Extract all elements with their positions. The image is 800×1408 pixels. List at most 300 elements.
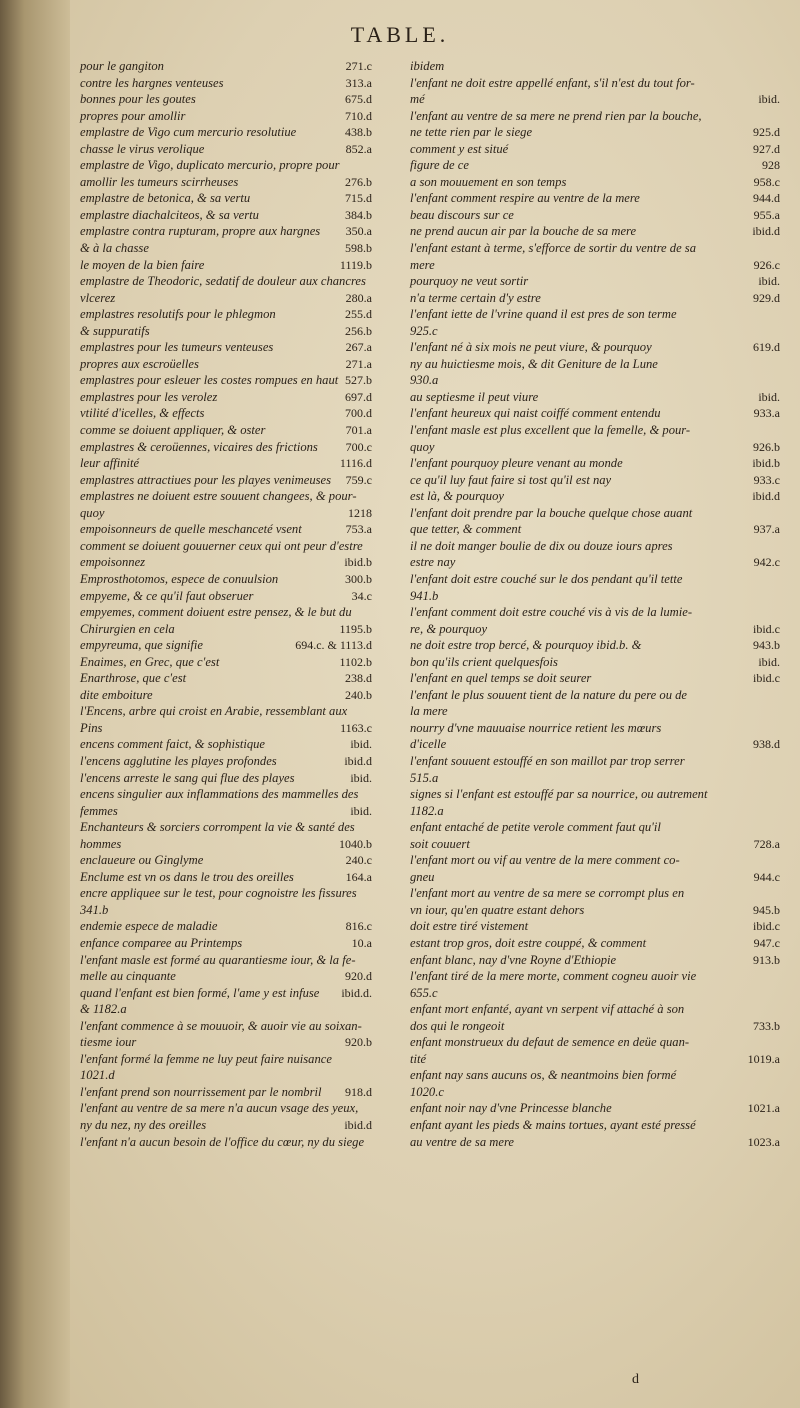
page-title: TABLE. (350, 22, 450, 47)
entry-page-ref: ibid.d. (341, 985, 372, 1000)
entry-text: l'enfant tiré de la mere morte, comment cogneu auoir vie (410, 969, 697, 984)
index-entry (80, 703, 372, 720)
entry-text: mé (410, 92, 425, 107)
index-entry (410, 75, 780, 92)
index-entry (410, 422, 780, 439)
index-entry (80, 124, 372, 141)
entry-page-ref: 753.a (345, 522, 372, 537)
entry-text: l'enfant estant à terme, s'efforce de sortir du ventre de sa (410, 241, 697, 256)
index-entry (80, 190, 372, 207)
entry-page-ref: 728.a (753, 836, 780, 851)
index-entry (410, 223, 780, 240)
entry-page-ref: 619.d (753, 340, 780, 355)
index-entry (410, 1134, 780, 1151)
entry-text: melle au cinquante (80, 969, 176, 984)
entry-text: empoisonneurs de quelle meschanceté vsent (80, 522, 302, 537)
index-entry (80, 472, 372, 489)
entry-page-ref: 852.a (345, 141, 372, 156)
entry-text: enfance comparee au Printemps (80, 935, 243, 950)
entry-text: l'enfant prend son nourrissement par le nombril (80, 1084, 322, 1099)
entry-page-ref: 938.d (753, 737, 780, 752)
entry-page-ref: 926.b (753, 439, 780, 454)
entry-text: Enarthrose, que c'est (80, 671, 187, 686)
entry-text: propres pour amollir (80, 108, 186, 123)
index-entry (410, 753, 780, 770)
index-entry (80, 654, 372, 671)
entry-text: emplastres pour esleuer les costes rompues en haut (80, 373, 339, 388)
entry-text: quand l'enfant est bien formé, l'ame y est infuse (80, 985, 320, 1000)
entry-page-ref: 700.d (345, 406, 372, 421)
entry-page-ref: 733.b (753, 1018, 780, 1033)
entry-page-ref: 1040.b (339, 836, 372, 851)
index-entry (80, 290, 372, 307)
index-entry (410, 538, 780, 555)
entry-text: enfant noir nay d'vne Princesse blanche (410, 1101, 612, 1116)
index-entry (80, 637, 372, 654)
entry-page-ref: 276.b (345, 174, 372, 189)
index-entry (410, 687, 780, 704)
index-entry (410, 124, 780, 141)
entry-text: re, & pourquoy (410, 621, 488, 636)
entry-text: chasse le virus verolique (80, 141, 205, 156)
entry-page-ref: 313.a (345, 75, 372, 90)
index-entry (80, 1001, 372, 1018)
index-entry (80, 405, 372, 422)
entry-page-ref: 1218 (348, 505, 372, 520)
entry-text: pour le gangiton (80, 59, 164, 73)
index-entry (80, 770, 372, 787)
index-entry (410, 1051, 780, 1068)
entry-text: & 1182.a (80, 1002, 127, 1017)
index-entry (410, 455, 780, 472)
index-entry (410, 207, 780, 224)
entry-text: l'enfant au ventre de sa mere ne prend rien par la bouche, (410, 108, 702, 123)
entry-text: l'enfant comment respire au ventre de la mere (410, 191, 640, 206)
entry-text: comment se doiuent gouuerner ceux qui ont peur d'estre (80, 538, 363, 553)
entry-text: soit couuert (410, 836, 470, 851)
entry-text: l'encens arreste le sang qui flue des playes (80, 770, 295, 785)
entry-text: ne prend aucun air par la bouche de sa mere (410, 224, 637, 239)
entry-page-ref: 913.b (753, 952, 780, 967)
entry-text: femmes (80, 803, 118, 818)
entry-page-ref: ibid. (350, 737, 372, 752)
entry-page-ref: 527.b (345, 373, 372, 388)
entry-text: bon qu'ils crient quelquesfois (410, 654, 558, 669)
entry-text: enfant nay sans aucuns os, & neantmoins bien formé (410, 1068, 677, 1083)
index-entry (410, 654, 780, 671)
entry-text: l'enfant doit estre couché sur le dos pendant qu'il tette (410, 571, 683, 586)
entry-page-ref: 926.c (753, 257, 780, 272)
index-entry (410, 405, 780, 422)
index-entry (80, 902, 372, 919)
entry-page-ref: 947.c (753, 935, 780, 950)
index-entry (410, 1117, 780, 1134)
entry-text: tiesme iour (80, 1035, 137, 1050)
entry-page-ref: 816.c (345, 919, 372, 934)
index-entry (410, 621, 780, 638)
index-entry (80, 819, 372, 836)
entry-text: emplastres resolutifs pour le phlegmon (80, 307, 276, 322)
entry-text: Emprosthotomos, espece de conuulsion (80, 571, 279, 586)
index-entry (410, 918, 780, 935)
entry-text: gneu (410, 869, 435, 884)
entry-text: enclaueure ou Ginglyme (80, 853, 204, 868)
entry-page-ref: 350.a (345, 224, 372, 239)
entry-text: estre nay (410, 555, 456, 570)
index-entry (410, 91, 780, 108)
entry-page-ref: 238.d (345, 671, 372, 686)
index-entry (410, 952, 780, 969)
entry-text: l'enfant pourquoy pleure venant au monde (410, 456, 623, 471)
index-entry (410, 604, 780, 621)
entry-page-ref: 920.b (345, 1035, 372, 1050)
index-entry (410, 58, 780, 75)
entry-page-ref: ibid.b (752, 456, 780, 471)
index-entry (80, 339, 372, 356)
entry-text: l'enfant comment doit estre couché vis à vis de la lumie- (410, 605, 693, 620)
index-entry (410, 902, 780, 919)
entry-text: ny au huictiesme mois, & dit Geniture de la Lune (410, 356, 658, 371)
entry-text: ibidem (410, 59, 445, 73)
entry-text: hommes (80, 836, 122, 851)
entry-text: signes si l'enfant est estouffé par sa nourrice, ou autrement (410, 787, 708, 802)
entry-page-ref: 945.b (753, 902, 780, 917)
index-entry (80, 1117, 372, 1134)
entry-text: l'enfant masle est formé au quarantiesme iour, & la fe- (80, 952, 356, 967)
index-entry (410, 852, 780, 869)
entry-page-ref: ibid. (758, 389, 780, 404)
index-entry (410, 935, 780, 952)
entry-text: enfant blanc, nay d'vne Royne d'Ethiopie (410, 952, 617, 967)
entry-text: contre les hargnes venteuses (80, 75, 224, 90)
entry-page-ref: 164.a (345, 869, 372, 884)
entry-page-ref: ibid. (758, 274, 780, 289)
entry-text: vtilité d'icelles, & effects (80, 406, 205, 421)
index-entry (80, 389, 372, 406)
entry-page-ref: 34.c (351, 588, 372, 603)
entry-text: l'enfant commence à se mouuoir, & auoir vie au soixan- (80, 1018, 362, 1033)
index-entry (80, 91, 372, 108)
index-entry (80, 455, 372, 472)
entry-text: empyeme, & ce qu'il faut obseruer (80, 588, 254, 603)
entry-text: l'enfant au ventre de sa mere n'a aucun vsage des yeux, (80, 1101, 359, 1116)
entry-page-ref: 933.c (753, 472, 780, 487)
entry-page-ref: ibid. (350, 770, 372, 785)
index-entry (80, 157, 372, 174)
index-entry (410, 588, 780, 605)
entry-text: l'enfant le plus souuent tient de la nature du pere ou de (410, 687, 688, 702)
index-entry (410, 869, 780, 886)
entry-text: 655.c (410, 985, 438, 1000)
index-entry (80, 621, 372, 638)
entry-text: emplastre de Theodoric, sedatif de douleur aux chancres (80, 274, 366, 289)
entry-text: emplastres pour les tumeurs venteuses (80, 340, 274, 355)
index-entry (80, 207, 372, 224)
entry-text: d'icelle (410, 737, 447, 752)
index-entry (410, 108, 780, 125)
entry-text: que tetter, & comment (410, 522, 522, 537)
index-entry (410, 985, 780, 1002)
entry-text: l'enfant ne doit estre appellé enfant, s'il n'est du tout for- (410, 75, 695, 90)
entry-page-ref: 280.a (345, 290, 372, 305)
entry-text: l'enfant souuent estouffé en son maillot par trop serrer (410, 753, 685, 768)
entry-page-ref: 1116.d (339, 456, 372, 471)
entry-page-ref: 933.a (753, 406, 780, 421)
index-entry (410, 968, 780, 985)
index-entry (410, 703, 780, 720)
entry-text: estant trop gros, doit estre couppé, & comment (410, 935, 647, 950)
entry-page-ref: 1163.c (340, 720, 372, 735)
entry-page-ref: 710.d (345, 108, 372, 123)
entry-text: emplastres & ceroüennes, vicaires des frictions (80, 439, 318, 454)
entry-text: Enaimes, en Grec, que c'est (80, 654, 220, 669)
index-entry (80, 372, 372, 389)
entry-text: le moyen de la bien faire (80, 257, 205, 272)
entry-text: doit estre tiré vistement (410, 919, 529, 934)
entry-text: 925.c (410, 323, 438, 338)
entry-text: & suppuratifs (80, 323, 150, 338)
entry-text: quoy (80, 505, 105, 520)
entry-text: figure de ce (410, 158, 469, 173)
entry-page-ref: 10.a (351, 935, 372, 950)
index-entry (80, 1067, 372, 1084)
entry-page-ref: ibid.d (344, 753, 372, 768)
entry-text: emplastres pour les verolez (80, 389, 218, 404)
entry-page-ref: 1021.a (747, 1101, 780, 1116)
entry-text: l'enfant en quel temps se doit seurer (410, 671, 592, 686)
entry-page-ref: ibid. (758, 654, 780, 669)
index-entry (80, 720, 372, 737)
index-entry (410, 554, 780, 571)
entry-text: mere (410, 257, 435, 272)
index-entry (80, 803, 372, 820)
entry-text: Chirurgien en cela (80, 621, 175, 636)
entry-page-ref: ibid. (350, 803, 372, 818)
entry-page-ref: 1119.b (339, 257, 372, 272)
index-entry (410, 670, 780, 687)
entry-page-ref: 944.d (753, 191, 780, 206)
entry-page-ref: 271.a (345, 356, 372, 371)
index-entry (410, 637, 780, 654)
index-entry (80, 356, 372, 373)
entry-text: leur affinité (80, 456, 140, 471)
index-entry (410, 439, 780, 456)
entry-text: & à la chasse (80, 241, 149, 256)
index-entry (80, 786, 372, 803)
index-entry (410, 372, 780, 389)
index-entry (410, 488, 780, 505)
entry-text: emplastre de betonica, & sa vertu (80, 191, 251, 206)
entry-page-ref: 958.c (753, 174, 780, 189)
entry-text: comment y est situé (410, 141, 509, 156)
index-entry (80, 439, 372, 456)
entry-text: l'Encens, arbre qui croist en Arabie, ressemblant aux (80, 704, 348, 719)
index-entry (80, 1100, 372, 1117)
entry-text: il ne doit manger boulie de dix ou douze iours apres (410, 538, 673, 553)
entry-text: ny du nez, ny des oreilles (80, 1118, 207, 1132)
index-entry (80, 1051, 372, 1068)
entry-text: l'enfant n'a aucun besoin de l'office du cœur, ny du siege (80, 1134, 365, 1149)
entry-page-ref: 929.d (753, 290, 780, 305)
index-entry (410, 1100, 780, 1117)
index-entry (80, 588, 372, 605)
entry-page-ref: 937.a (753, 522, 780, 537)
entry-page-ref: 267.a (345, 340, 372, 355)
index-entry (410, 339, 780, 356)
entry-page-ref: 255.d (345, 307, 372, 322)
entry-page-ref: 715.d (345, 191, 372, 206)
index-entry (80, 257, 372, 274)
index-entry (80, 670, 372, 687)
entry-text: encens comment faict, & sophistique (80, 737, 266, 752)
index-entry (410, 819, 780, 836)
index-entry (410, 1018, 780, 1035)
entry-page-ref: 920.d (345, 969, 372, 984)
entry-page-ref: 927.d (753, 141, 780, 156)
entry-page-ref: 271.c (345, 59, 372, 73)
index-entry (80, 952, 372, 969)
index-entry (410, 240, 780, 257)
index-entry (80, 753, 372, 770)
index-entry (410, 190, 780, 207)
entry-text: emplastre de Vigo cum mercurio resolutiue (80, 125, 297, 140)
entry-text: 1020.c (410, 1084, 444, 1099)
index-entry (80, 273, 372, 290)
entry-text: enfant mort enfanté, ayant vn serpent vif attaché à son (410, 1002, 685, 1017)
entry-text: emplastres ne doiuent estre souuent changees, & pour- (80, 489, 357, 504)
index-entry (80, 75, 372, 92)
entry-text: pourquoy ne veut sortir (410, 274, 529, 289)
entry-text: 930.a (410, 373, 439, 388)
entry-page-ref: 944.c (753, 869, 780, 884)
entry-text: encens singulier aux inflammations des mammelles des (80, 787, 359, 802)
entry-page-ref: 1195.b (339, 621, 372, 636)
index-entry (80, 505, 372, 522)
index-entry (80, 306, 372, 323)
entry-page-ref: 697.d (345, 389, 372, 404)
entry-text: 1021.d (80, 1068, 115, 1083)
left-column (80, 58, 372, 1150)
index-entry (80, 736, 372, 753)
index-entry (410, 1084, 780, 1101)
index-entry (410, 290, 780, 307)
index-entry (410, 174, 780, 191)
entry-page-ref: ibid.b (344, 555, 372, 570)
entry-page-ref: ibid.d (752, 489, 780, 504)
entry-page-ref: 759.c (345, 472, 372, 487)
entry-page-ref: ibid.c (753, 671, 780, 686)
index-entry (80, 223, 372, 240)
entry-text: l'enfant masle est plus excellent que la femelle, & pour- (410, 423, 691, 438)
index-entry (410, 141, 780, 158)
index-entry (410, 257, 780, 274)
entry-text: au septiesme il peut viure (410, 389, 539, 404)
index-entry (80, 521, 372, 538)
right-column (410, 58, 780, 1150)
index-entry (80, 852, 372, 869)
entry-text: n'a terme certain d'y estre (410, 290, 541, 305)
entry-page-ref: 300.b (345, 571, 372, 586)
index-entry (80, 836, 372, 853)
entry-text: amollir les tumeurs scirrheuses (80, 174, 239, 189)
index-entry (80, 554, 372, 571)
index-entry (80, 174, 372, 191)
index-entry (80, 968, 372, 985)
index-entry (80, 141, 372, 158)
entry-text: vn iour, qu'en quatre estant dehors (410, 902, 585, 917)
entry-text: ne doit estre trop bercé, & pourquoy ibid.b. & (410, 638, 642, 653)
index-entry (80, 1084, 372, 1101)
entry-text: empyreuma, que signifie (80, 638, 203, 653)
entry-text: tité (410, 1051, 427, 1066)
index-entry (410, 1001, 780, 1018)
binding-gutter (0, 0, 70, 1408)
entry-text: emplastre contra rupturam, propre aux hargnes (80, 224, 321, 239)
entry-text: enfant ayant les pieds & mains tortues, ayant esté pressé (410, 1118, 696, 1132)
index-entry (410, 157, 780, 174)
entry-text: dos qui le rongeoit (410, 1018, 505, 1033)
index-entry (80, 885, 372, 902)
entry-text: enfant entaché de petite verole comment faut qu'il (410, 820, 661, 835)
entry-page-ref: ibid.c (753, 621, 780, 636)
index-entry (80, 985, 372, 1002)
entry-text: emplastre de Vigo, duplicato mercurio, propre pour (80, 158, 340, 173)
entry-page-ref: 943.b (753, 638, 780, 653)
index-entry (410, 1034, 780, 1051)
index-entry (80, 1134, 372, 1151)
entry-page-ref: 1019.a (747, 1051, 780, 1066)
entry-text: 1182.a (410, 803, 444, 818)
index-entry (410, 472, 780, 489)
entry-page-ref: 240.b (345, 687, 372, 702)
entry-text: est là, & pourquoy (410, 489, 504, 504)
index-entry (80, 918, 372, 935)
entry-page-ref: 240.c (345, 853, 372, 868)
entry-text: 341.b (80, 902, 109, 917)
entry-page-ref: 918.d (345, 1084, 372, 1099)
entry-page-ref: ibid. (758, 92, 780, 107)
entry-page-ref: 256.b (345, 323, 372, 338)
index-entry (80, 604, 372, 621)
entry-text: l'enfant mort ou vif au ventre de la mere comment co- (410, 853, 680, 868)
index-entry (410, 323, 780, 340)
entry-text: 515.a (410, 770, 439, 785)
index-entry (80, 1034, 372, 1051)
entry-page-ref: ibid.c (753, 919, 780, 934)
index-entry (410, 273, 780, 290)
entry-text: ne tette rien par le siege (410, 125, 533, 140)
index-entry (410, 836, 780, 853)
entry-text: 941.b (410, 588, 439, 603)
entry-text: l'encens agglutine les playes profondes (80, 753, 277, 768)
entry-page-ref: 925.d (753, 125, 780, 140)
entry-text: enfant monstrueux du defaut de semence en deüe quan- (410, 1035, 690, 1050)
index-entry (80, 422, 372, 439)
entry-text: Enclume est vn os dans le trou des oreilles (80, 869, 294, 884)
index-entry (80, 687, 372, 704)
entry-text: l'enfant heureux qui naist coiffé comment entendu (410, 406, 661, 421)
entry-text: emplastre diachalciteos, & sa vertu (80, 207, 259, 222)
entry-text: bonnes pour les goutes (80, 92, 196, 107)
index-entry (80, 538, 372, 555)
entry-text: beau discours sur ce (410, 207, 514, 222)
entry-page-ref: 1102.b (339, 654, 372, 669)
entry-text: quoy (410, 439, 435, 454)
entry-text: au ventre de sa mere (410, 1134, 514, 1149)
entry-page-ref: 1023.a (747, 1134, 780, 1149)
entry-page-ref: 942.c (753, 555, 780, 570)
entry-text: l'enfant mort au ventre de sa mere se corrompt plus en (410, 886, 685, 901)
